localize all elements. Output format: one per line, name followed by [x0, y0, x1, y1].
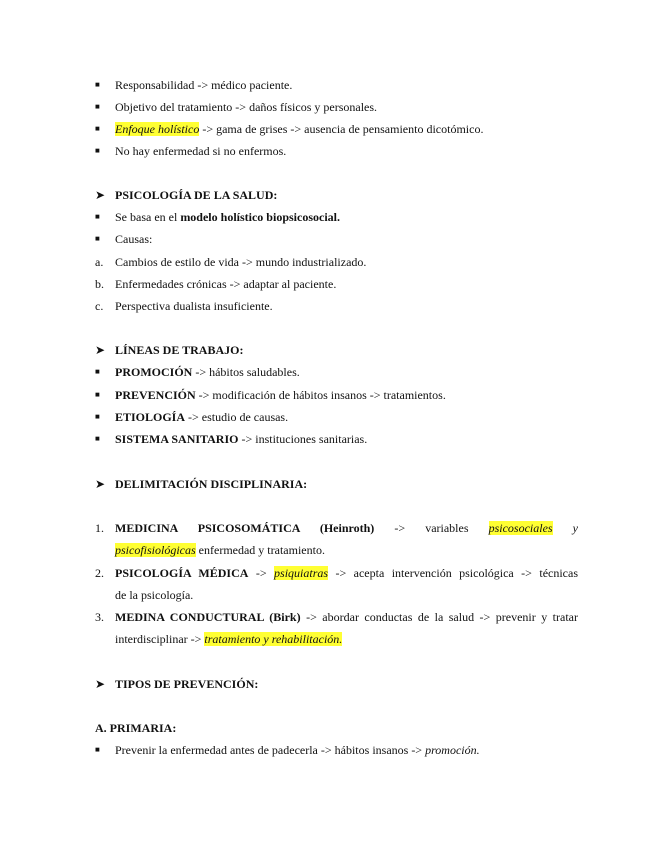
bullet-square-icon: ■: [95, 412, 100, 421]
bullet-square-icon: ■: [95, 124, 100, 133]
highlighted-term: Enfoque holístico: [115, 122, 200, 136]
list-letter: b.: [95, 277, 104, 291]
list-letter: c.: [95, 299, 104, 313]
highlighted-term: psicosociales: [488, 521, 553, 535]
bullet-square-icon: ■: [95, 367, 100, 376]
bullet-square-icon: ■: [95, 146, 100, 155]
bullet-square-icon: ■: [95, 212, 100, 221]
arrow-bullet-icon: ➤: [95, 188, 106, 202]
bullet-square-icon: ■: [95, 102, 100, 111]
highlighted-term: psiquiatras: [274, 566, 329, 580]
bullet-square-icon: ■: [95, 434, 100, 443]
bullet-square-icon: ■: [95, 745, 100, 754]
bullet-square-icon: ■: [95, 390, 100, 399]
list-number: 1.: [95, 521, 104, 535]
list-number: 3.: [95, 610, 104, 624]
highlighted-term: tratamiento y rehabilitación.: [204, 632, 343, 646]
highlighted-term: psicofisiológicas: [115, 543, 196, 557]
list-number: 2.: [95, 566, 104, 580]
arrow-bullet-icon: ➤: [95, 677, 106, 691]
arrow-bullet-icon: ➤: [95, 343, 106, 357]
bullet-square-icon: ■: [95, 80, 100, 89]
list-letter: a.: [95, 255, 104, 269]
bullet-square-icon: ■: [95, 234, 100, 243]
document-page: ■ Responsabilidad -> médico paciente. ■ Objetivo del tratamiento -> daños físicos y personales. ■ Enfoque holístico -> gama de grises -> ausencia de pensamiento dicotómico. ■ No hay enfermedad si no enfermos. ➤ PSICOLOGÍA DE LA SALUD: ■ Se basa en el modelo holístico biopsicosocial. ■ Causas: a. Cambios de estilo de vida -> mundo industrializado. b. Enfermedades crónicas -> adaptar al paciente. c. Perspectiva dualista insuficiente. ➤ LÍNEAS DE TRABAJO: ■ PROMOCIÓN -> hábitos saludables. ■ PREVENCIÓN -> modificación de hábitos insanos -> tratamientos. ■ ETIOLOGÍA -> estudio de causas. ■ SISTEMA SANITARIO -> instituciones sanitarias. ➤ DELIMITACIÓN DISCIPLINARIA: 1. MEDICINA PSICOSOMÁTICA (Heinroth) -> variables psicosociales y psicofisiológicas enfermedad y tratamiento. 2. PSICOLOGÍA MÉDICA -> psiquiatras -> acepta intervención psicológica -> técnicas de la psicología. 3. MEDINA CONDUCTURAL (Birk) -> abordar conductas de la salud -> prevenir y tratar interdisciplinar -> tratamiento y rehabilitación. ➤ TIPOS DE PREVENCIÓN: A. PRIMARIA: ■ Prevenir la enfermedad antes de padecerla -> hábitos insanos -> promoción.: [95, 78, 578, 757]
arrow-bullet-icon: ➤: [95, 477, 106, 491]
